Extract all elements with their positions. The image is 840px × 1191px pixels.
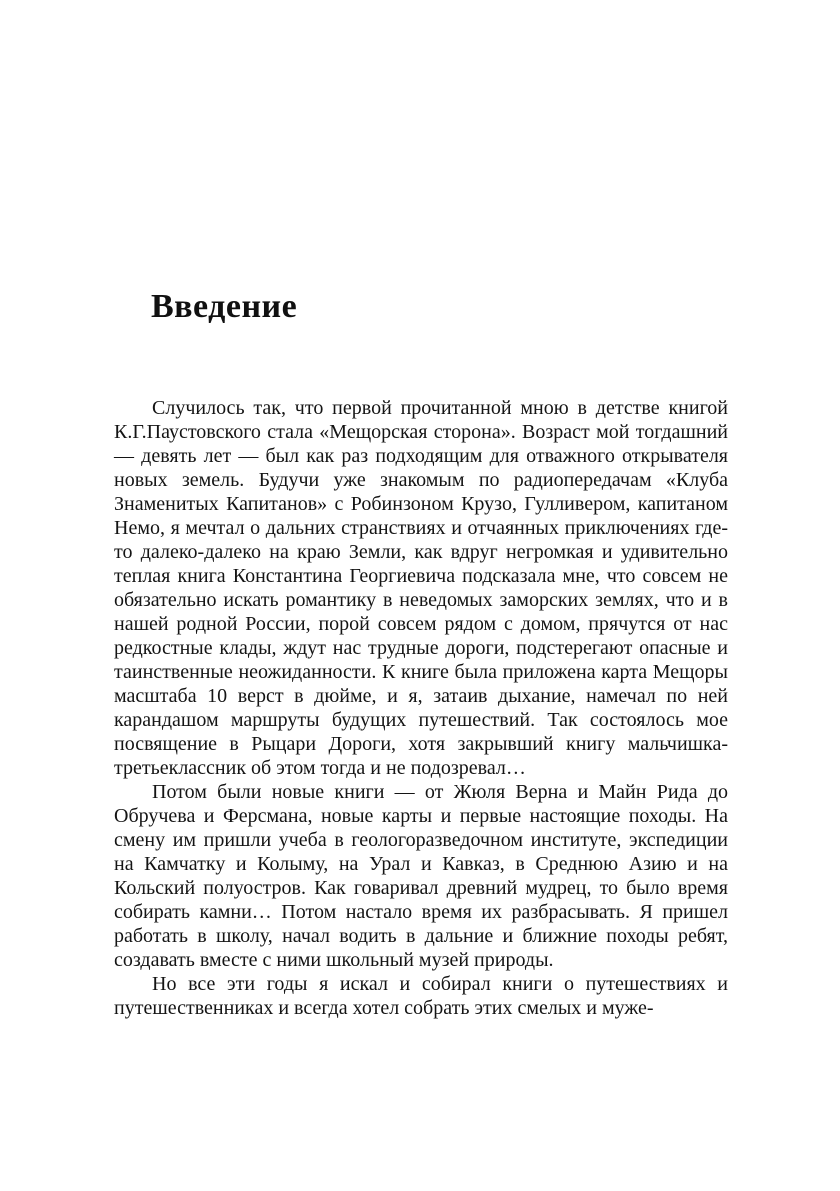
paragraph-2: Потом были новые книги — от Жюля Верна и Майн Рида до Обручева и Ферсмана, новые карты и первые настоящие походы. На смену им пришли учеба в геологоразведочном институте, экспедиции на Камчатку и Колыму, на Урал и Кавказ, в Среднюю Азию и на Кольский полуостров. Как говаривал древний мудрец, то было время собирать камни… Потом настало время их разбрасывать. Я пришел работать в школу, начал водить в дальние и ближние походы ребят, создавать вместе с ними школьный музей природы. [114, 781, 728, 971]
body-text [114, 396, 728, 1020]
chapter-title: Введение [151, 288, 298, 325]
paragraph-1: Случилось так, что первой прочитанной мною в детстве книгой К.Г.Паустовского стала «Мещорская сторона». Возраст мой тогдашний — девять лет — был как раз подходящим для отважного открывателя новых земель. Будучи уже знакомым по радиопередачам «Клуба Знаменитых Капитанов» с Робинзоном Крузо, Гулливером, капитаном Немо, я мечтал о дальних странствиях и отчаянных приключениях где-то далеко-далеко на краю Земли, как вдруг негромкая и удивительно теплая книга Константина Георгиевича подсказала мне, что совсем не обязательно искать романтику в неведомых заморских землях, что и в нашей родной России, порой совсем рядом с домом, прячутся от нас редкостные клады, ждут нас трудные дороги, подстерегают опасные и таинственные неожиданности. К книге была приложена карта Мещоры масштаба 10 верст в дюйме, и я, затаив дыхание, намечал по ней карандашом маршруты будущих путешествий. Так состоялось мое посвящение в Рыцари Дороги, хотя закрывший книгу мальчишка-третьеклассник об этом тогда и не подозревал… [114, 397, 728, 779]
paragraph-3: Но все эти годы я искал и собирал книги о путешествиях и путешественниках и всегда хотел собрать этих смелых и муже- [114, 973, 728, 1019]
